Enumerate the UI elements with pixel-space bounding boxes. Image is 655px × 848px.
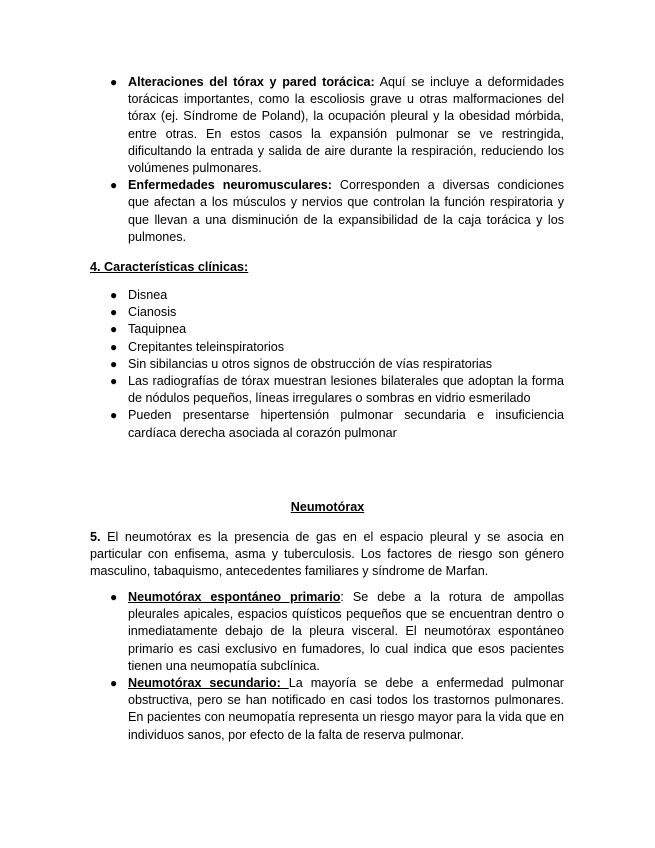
item-text: Aquí se incluye a deformidades torácicas importantes, como la escoliosis grave u otras malformaciones del tórax (ej. Síndrome de Poland), la ocupación pleural y la obesidad mórbida, entre otras. En estos casos la expansión pulmonar se ve restringida, dificultando la entrada y salida de aire durante la respiración, reduciendo los volúmenes pulmonares. [128, 75, 564, 176]
paragraph-text: El neumotórax es la presencia de gas en el espacio pleural y se asocia en particular con enfisema, asma y tuberculosis. Los factores de riesgo son género masculino, tabaquismo, antecedentes familiares y síndrome de Marfan. [90, 530, 564, 579]
list-item-text: Sin sibilancias u otros signos de obstrucción de vías respiratorias [128, 356, 493, 371]
list-item [90, 321, 564, 338]
list-item-text: Cianosis [128, 305, 177, 320]
list-item [90, 675, 564, 744]
list-item [90, 373, 564, 407]
list-item [90, 407, 564, 441]
item-term: Neumotórax secundario: [128, 676, 289, 691]
section-title: Neumotórax [290, 500, 365, 514]
list-item-text: Las radiografías de tórax muestran lesiones bilaterales que adoptan la forma de nódulos pequeños, líneas irregulares o sombras en vidrio esmerilado [128, 374, 564, 406]
list-item-text: Disnea [128, 288, 168, 302]
bullet-icon: ● [110, 408, 118, 423]
item-text: : Se debe a la rotura de ampollas pleurales apicales, espacios quísticos pequeños que se encuentran dentro o inmediatamente debajo de la pleura visceral. El neumotórax espontáneo primario es casi exclusivo en fumadores, lo cual indica que esos pacientes tienen una neumopatía subclínica. [128, 590, 564, 673]
bullet-icon: ● [110, 288, 118, 302]
paragraph-number: 5. [90, 530, 101, 544]
bullet-icon: ● [110, 322, 118, 337]
list-item [90, 339, 564, 356]
bullet-icon: ● [110, 305, 118, 320]
clinical-features-list [90, 287, 564, 442]
item-text: Corresponden a diversas condiciones que afectan a los músculos y nervios que controlan la función respiratoria y que llevan a una disminución de la expansibilidad de la caja torácica y los pulmones. [128, 178, 564, 244]
list-item-text: Crepitantes teleinspiratorios [128, 339, 285, 354]
bullet-icon: ● [110, 676, 118, 691]
item-term: Enfermedades neuromusculares: [128, 178, 332, 193]
bullet-icon: ● [110, 356, 118, 371]
paragraph-5 [90, 529, 564, 581]
bullet-icon: ● [110, 339, 118, 354]
list-item-text: Pueden presentarse hipertensión pulmonar secundaria e insuficiencia cardíaca derecha asociada al corazón pulmonar [128, 408, 564, 440]
item-term: Neumotórax espontáneo primario [128, 590, 341, 604]
bullet-icon: ● [110, 75, 118, 89]
section3-list [90, 74, 564, 246]
bullet-icon: ● [110, 178, 118, 193]
list-item [90, 74, 564, 177]
list-item [90, 287, 564, 304]
neumotorax-types-list [90, 589, 564, 744]
item-term: Alteraciones del tórax y pared torácica: [128, 75, 375, 89]
list-item [90, 589, 564, 675]
list-item [90, 304, 564, 321]
list-item-text: Taquipnea [128, 322, 187, 337]
section4-heading: 4. Características clínicas: [90, 260, 249, 274]
list-item [90, 356, 564, 373]
bullet-icon: ● [110, 374, 118, 389]
item-text: La mayoría se debe a enfermedad pulmonar obstructiva, pero se han notificado en casi todos los trastornos pulmonares. En pacientes con neumopatía representa un riesgo mayor para la vida que en individuos sanos, por efecto de la falta de reserva pulmonar. [128, 676, 565, 742]
bullet-icon: ● [110, 590, 118, 604]
list-item [90, 177, 564, 246]
